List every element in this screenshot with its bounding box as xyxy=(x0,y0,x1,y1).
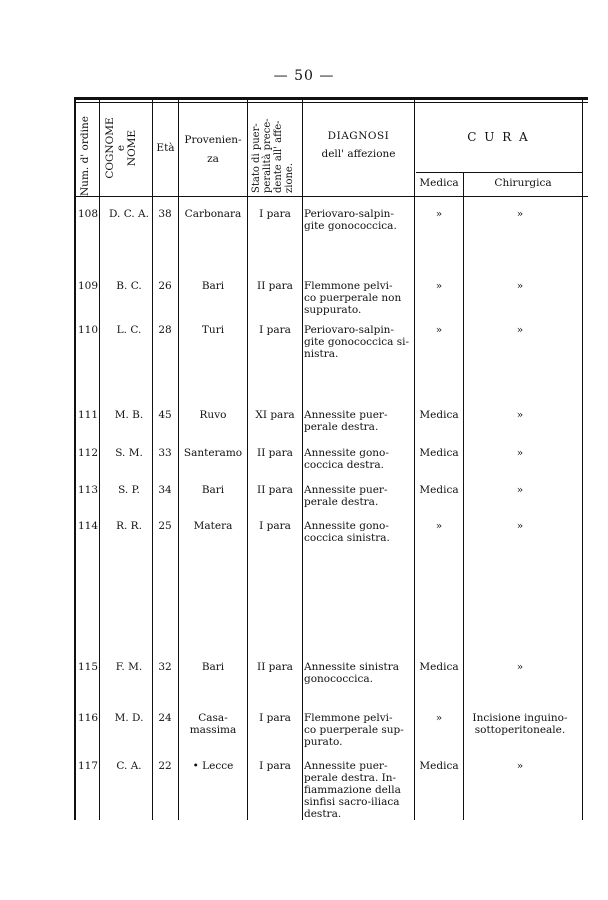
header-diagnosi-line1: DIAGNOSI xyxy=(327,130,390,142)
row-diagnosi-line: fiammazione della xyxy=(304,784,401,796)
header-cura: C U R A xyxy=(467,130,530,144)
row-diagnosi-line: Periovaro-salpin- xyxy=(304,324,394,336)
header-num: Num. d' ordine xyxy=(79,116,91,196)
row-chirurgica: » xyxy=(516,661,524,673)
row-stato: II para xyxy=(257,484,293,496)
row-num: 113 xyxy=(78,484,99,496)
row-diagnosi-line: co puerperale sup- xyxy=(304,724,404,736)
row-num: 111 xyxy=(78,409,99,421)
row-num: 115 xyxy=(78,661,99,673)
row-diagnosi-line: perale destra. In- xyxy=(304,772,397,784)
row-medica: » xyxy=(435,712,443,724)
row-eta: 25 xyxy=(158,520,172,532)
row-num: 114 xyxy=(78,520,99,532)
row-provenienza: Matera xyxy=(193,520,233,532)
row-diagnosi-line: coccica sinistra. xyxy=(304,532,390,544)
row-diagnosi-line: gite gonococcica. xyxy=(304,220,397,232)
row-diagnosi-line: coccica destra. xyxy=(304,459,384,471)
header-provenienza xyxy=(179,134,247,166)
row-medica: » xyxy=(435,280,443,292)
row-provenienza: Santeramo xyxy=(183,447,243,459)
row-stato: II para xyxy=(257,447,293,459)
row-provenienza: Bari xyxy=(201,280,225,292)
header-eta: Età xyxy=(156,142,175,154)
row-chirurgica: » xyxy=(516,324,524,336)
row-eta: 24 xyxy=(158,712,172,724)
row-diagnosi-line: Periovaro-salpin- xyxy=(304,208,394,220)
row-diagnosi-line: Annessite gono- xyxy=(304,520,389,532)
row-medica: Medica xyxy=(419,760,459,772)
col-rule-3 xyxy=(178,100,179,820)
header-diagnosi xyxy=(303,130,414,161)
row-eta: 26 xyxy=(158,280,172,292)
row-diagnosi-line: sinfisi sacro-iliaca xyxy=(304,796,400,808)
row-stato: I para xyxy=(259,712,291,724)
row-eta: 38 xyxy=(158,208,172,220)
col-rule-6 xyxy=(414,100,415,820)
col-rule-left xyxy=(74,100,76,820)
row-diagnosi-line: Annessite sinistra xyxy=(304,661,399,673)
row-medica: Medica xyxy=(419,484,459,496)
row-eta: 34 xyxy=(158,484,172,496)
row-name: R. R. xyxy=(116,520,142,532)
header-prov-line1: Provenien- xyxy=(184,134,242,146)
row-num: 109 xyxy=(78,280,99,292)
row-diagnosi-line: co puerperale non xyxy=(304,292,402,304)
header-diagnosi-line2: dell' affezione xyxy=(321,148,396,160)
row-num: 110 xyxy=(78,324,99,336)
row-eta: 45 xyxy=(158,409,172,421)
row-diagnosi-line: Annessite puer- xyxy=(304,760,388,772)
row-stato: II para xyxy=(257,280,293,292)
row-chirurgica: » xyxy=(516,760,524,772)
row-stato: I para xyxy=(259,208,291,220)
row-diagnosi-line: gite gonococcica si- xyxy=(304,336,410,348)
row-diagnosi-line: Flemmone pelvi- xyxy=(304,712,393,724)
row-name: M. D. xyxy=(114,712,144,724)
row-diagnosi-line: purato. xyxy=(304,736,343,748)
row-diagnosi-line: gonococcica. xyxy=(304,673,373,685)
row-num: 112 xyxy=(78,447,99,459)
row-chirurgica-line2: sottoperitoneale. xyxy=(474,724,566,736)
col-rule-4 xyxy=(247,100,248,820)
row-diagnosi-line: nistra. xyxy=(304,348,339,360)
row-num: 117 xyxy=(78,760,99,772)
row-diagnosi-line: destra. xyxy=(304,808,342,820)
row-name: B. C. xyxy=(116,280,142,292)
row-provenienza-line2: massima xyxy=(189,724,237,736)
row-name: L. C. xyxy=(116,324,142,336)
row-chirurgica: » xyxy=(516,409,524,421)
row-medica: Medica xyxy=(419,661,459,673)
row-diagnosi-line: suppurato. xyxy=(304,304,362,316)
row-provenienza: Bari xyxy=(201,661,225,673)
row-medica: » xyxy=(435,208,443,220)
row-diagnosi-line: Flemmone pelvi- xyxy=(304,280,393,292)
col-rule-1 xyxy=(99,100,100,820)
row-provenienza: Carbonara xyxy=(184,208,242,220)
row-provenienza: Bari xyxy=(201,484,225,496)
row-provenienza: • Lecce xyxy=(192,760,234,772)
row-name: D. C. A. xyxy=(109,208,149,220)
row-chirurgica: Incisione inguino- xyxy=(472,712,568,724)
row-stato: II para xyxy=(257,661,293,673)
row-diagnosi-line: perale destra. xyxy=(304,496,379,508)
row-name: M. B. xyxy=(114,409,144,421)
row-chirurgica: » xyxy=(516,447,524,459)
row-eta: 33 xyxy=(158,447,172,459)
row-diagnosi-line: Annessite gono- xyxy=(304,447,389,459)
row-stato: I para xyxy=(259,324,291,336)
header-stato-line2: peralità prece- xyxy=(262,118,273,193)
row-name: F. M. xyxy=(115,661,143,673)
row-chirurgica: » xyxy=(516,520,524,532)
row-eta: 32 xyxy=(158,661,172,673)
row-diagnosi-line: perale destra. xyxy=(304,421,379,433)
row-chirurgica: » xyxy=(516,208,524,220)
col-rule-5 xyxy=(302,100,303,820)
header-stato-line4: zione. xyxy=(284,162,295,193)
header-stato-line3: dente all' affe- xyxy=(273,120,284,193)
row-provenienza: Turi xyxy=(201,324,225,336)
row-name: S. P. xyxy=(118,484,140,496)
row-eta: 22 xyxy=(158,760,172,772)
header-name-line1: COGNOME xyxy=(104,117,116,179)
row-stato: I para xyxy=(259,760,291,772)
page-number: — 50 — xyxy=(273,68,335,84)
row-name: S. M. xyxy=(115,447,143,459)
row-provenienza: Casa- xyxy=(198,712,228,724)
header-name-line2: e xyxy=(115,144,127,152)
row-eta: 28 xyxy=(158,324,172,336)
row-diagnosi-line: Annessite puer- xyxy=(304,409,388,421)
row-provenienza: Ruvo xyxy=(199,409,227,421)
row-medica: » xyxy=(435,520,443,532)
header-stato-line1: Stato di puer- xyxy=(251,123,262,193)
row-name: C. A. xyxy=(116,760,142,772)
row-stato: I para xyxy=(259,520,291,532)
col-rule-right xyxy=(582,100,583,820)
header-name-line3: NOME xyxy=(126,129,138,167)
cura-divider-rule xyxy=(416,172,582,173)
header-chirurgica: Chirurgica xyxy=(494,177,552,189)
header-medica: Medica xyxy=(419,177,459,189)
header-stato xyxy=(251,103,299,193)
row-diagnosi-line: Annessite puer- xyxy=(304,484,388,496)
row-num: 116 xyxy=(78,712,99,724)
header-name xyxy=(105,103,145,193)
row-stato: XI para xyxy=(255,409,295,421)
header-prov-line2: za xyxy=(207,153,219,165)
row-chirurgica: » xyxy=(516,280,524,292)
row-chirurgica: » xyxy=(516,484,524,496)
row-num: 108 xyxy=(78,208,99,220)
row-medica: Medica xyxy=(419,409,459,421)
row-medica: Medica xyxy=(419,447,459,459)
row-medica: » xyxy=(435,324,443,336)
